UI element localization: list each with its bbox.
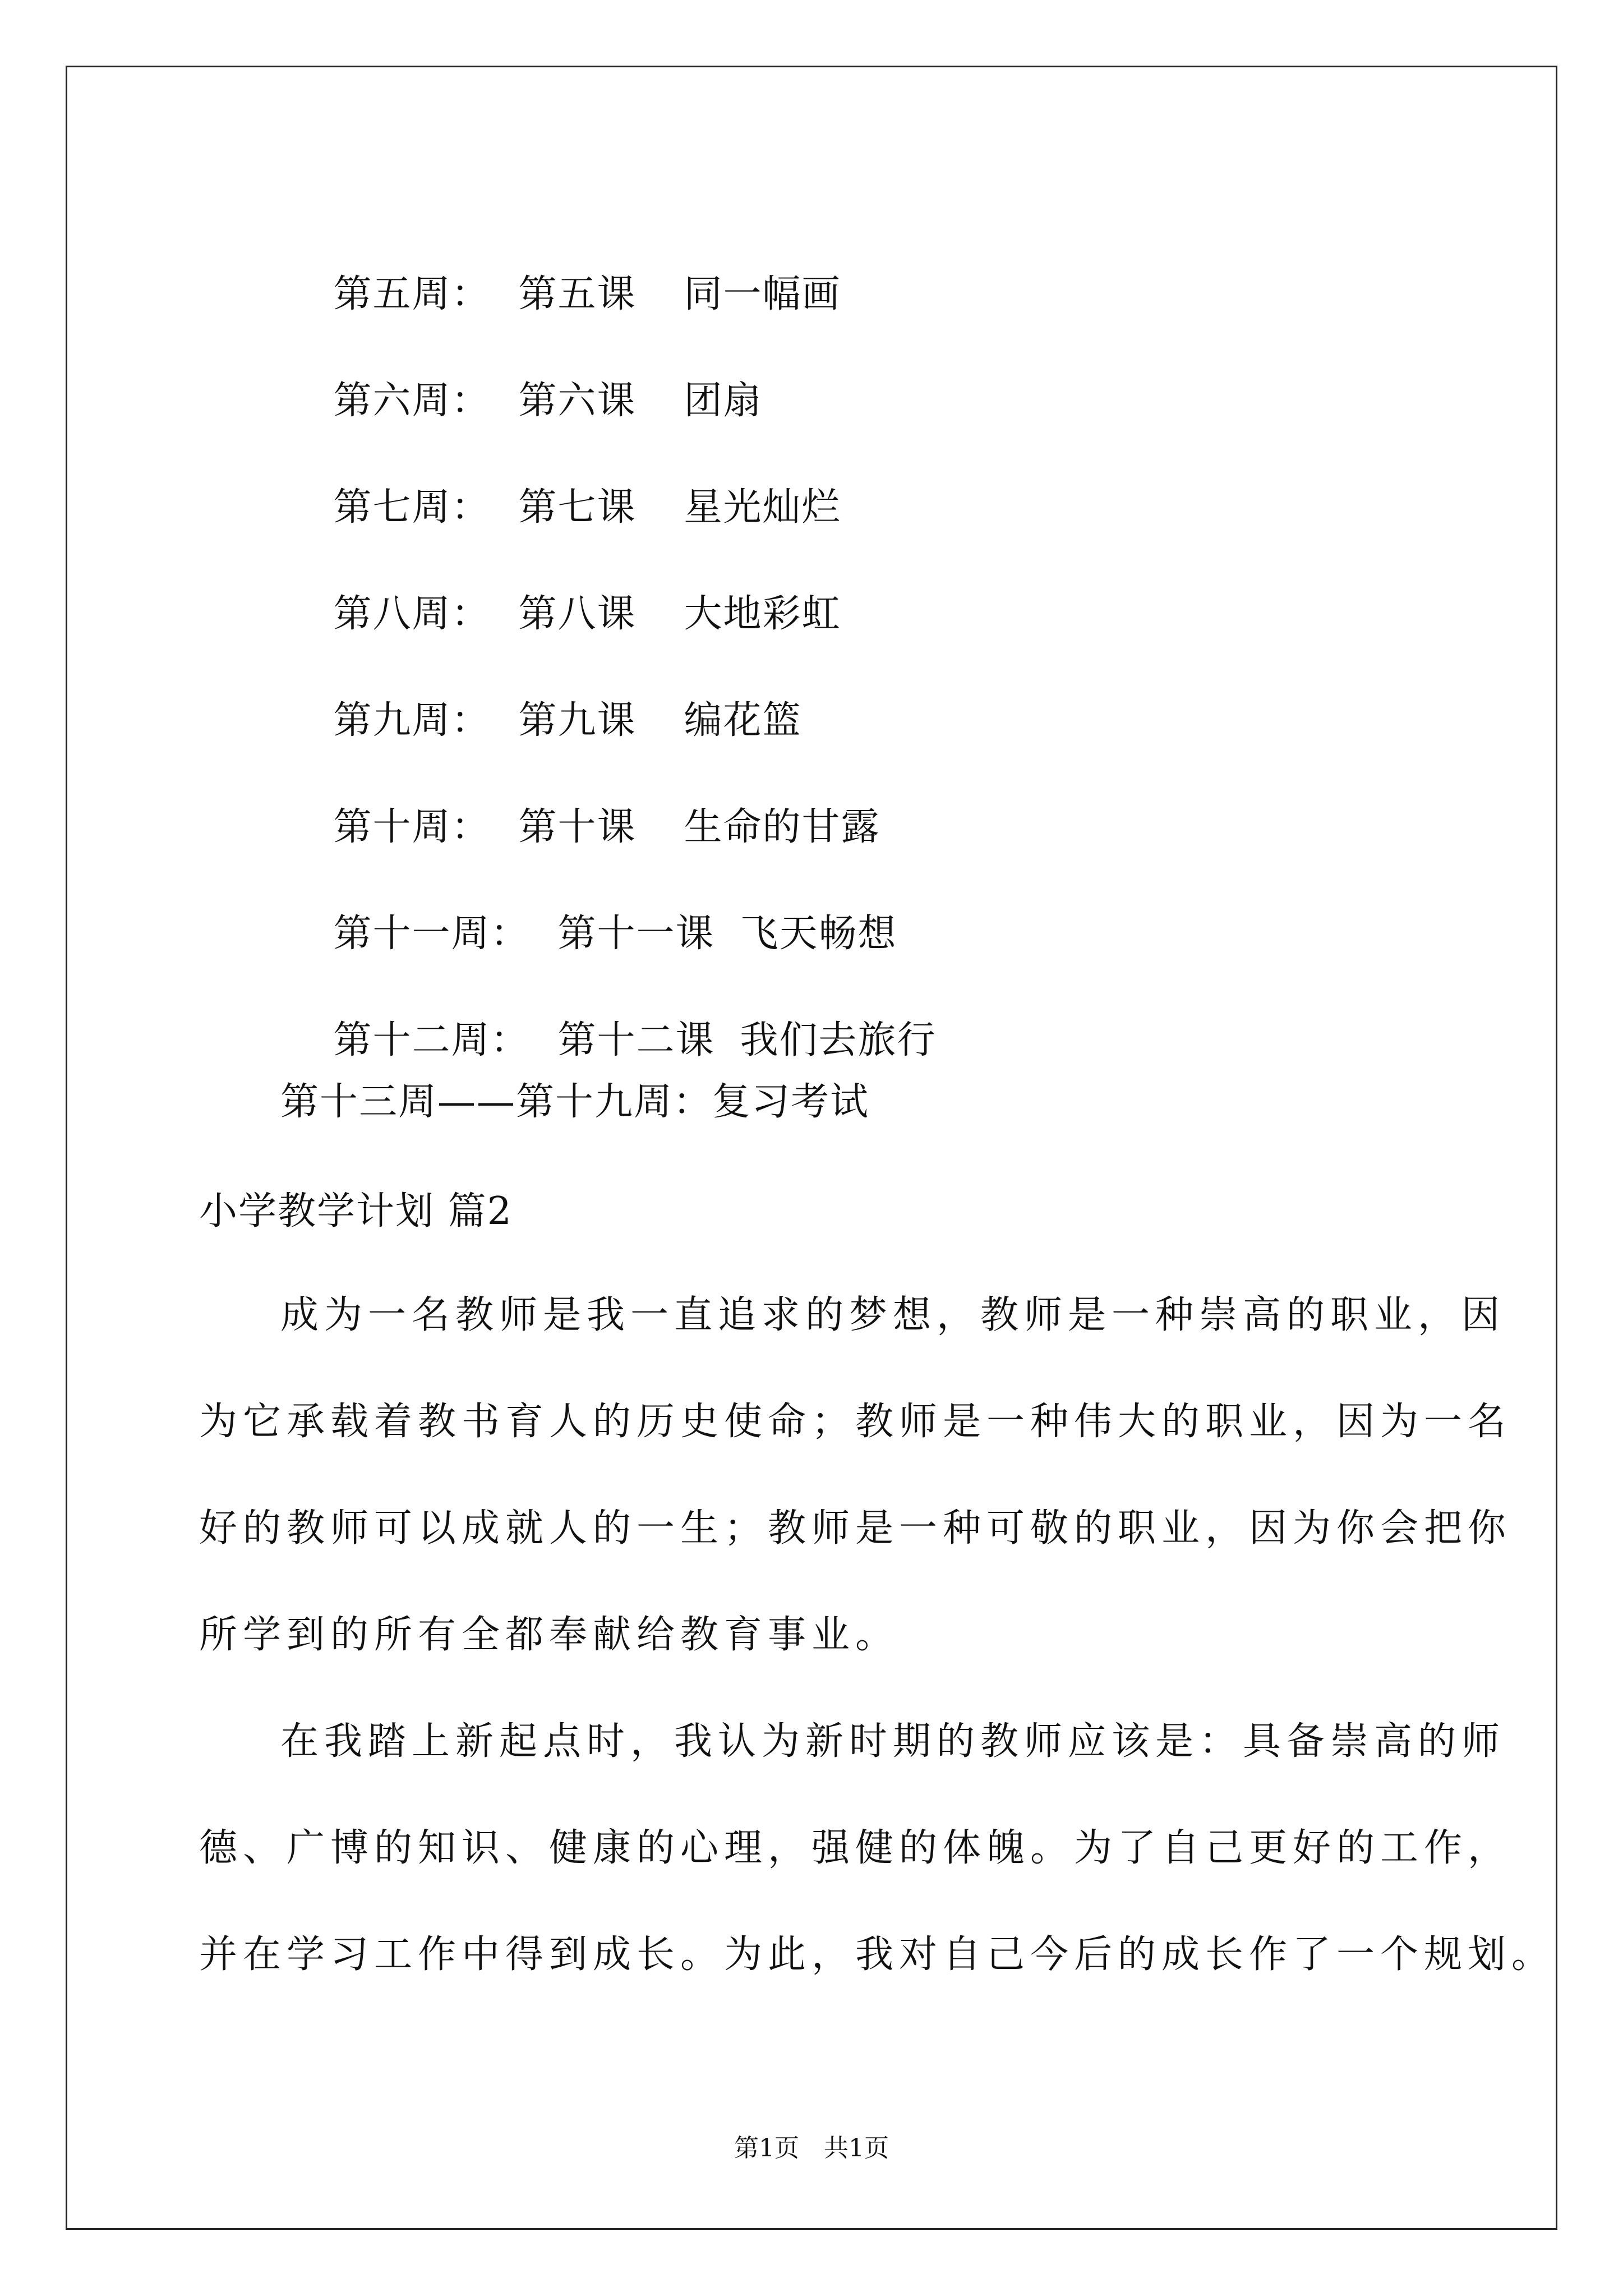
lesson-title: 飞天畅想 <box>740 912 897 956</box>
lesson-label: 第十二课 <box>557 1018 715 1062</box>
week-label: 第七周： <box>333 485 491 530</box>
week-label: 第九周： <box>333 698 491 743</box>
lesson-label: 第七课 <box>518 485 637 530</box>
lesson-title: 星光灿烂 <box>684 485 841 530</box>
lesson-title: 生命的甘露 <box>684 805 880 849</box>
paragraph-line: 成为一名教师是我一直追求的梦想，教师是一种崇高的职业，因 <box>280 1293 1506 1337</box>
lesson-label: 第十一课 <box>557 912 715 956</box>
paragraph-line: 并在学习工作中得到成长。为此，我对自己今后的成长作了一个规划。 <box>199 1932 1556 1977</box>
lesson-title: 大地彩虹 <box>684 592 841 636</box>
paragraph-line: 好的教师可以成就人的一生；教师是一种可敬的职业，因为你会把你 <box>199 1506 1512 1550</box>
lesson-label: 第九课 <box>518 698 637 743</box>
lesson-title: 同一幅画 <box>684 272 841 316</box>
paragraph-line: 为它承载着教书育人的历史使命；教师是一种伟大的职业，因为一名 <box>199 1400 1512 1444</box>
lesson-label: 第八课 <box>518 592 637 636</box>
week-label: 第十一周： <box>333 912 530 956</box>
lesson-title: 团扇 <box>684 379 763 423</box>
week-label: 第六周： <box>333 379 491 423</box>
lesson-label: 第十课 <box>518 805 637 849</box>
page-footer: 第1页 共1页 <box>734 2134 889 2162</box>
paragraph-line: 所学到的所有全都奉献给教育事业。 <box>199 1613 900 1657</box>
week-label: 第十二周： <box>333 1018 530 1062</box>
review-line: 第十三周——第十九周：复习考试 <box>280 1080 870 1124</box>
lesson-title: 我们去旅行 <box>740 1018 937 1062</box>
week-label: 第五周： <box>333 272 491 316</box>
section-heading: 小学教学计划 篇2 <box>199 1189 513 1234</box>
lesson-label: 第五课 <box>518 272 637 316</box>
lesson-title: 编花篮 <box>684 698 802 743</box>
week-label: 第八周： <box>333 592 491 636</box>
lesson-label: 第六课 <box>518 379 637 423</box>
week-label: 第十周： <box>333 805 491 849</box>
paragraph-line: 在我踏上新起点时，我认为新时期的教师应该是：具备崇高的师 <box>280 1719 1506 1764</box>
paragraph-line: 德、广博的知识、健康的心理，强健的体魄。为了自己更好的工作， <box>199 1826 1512 1870</box>
